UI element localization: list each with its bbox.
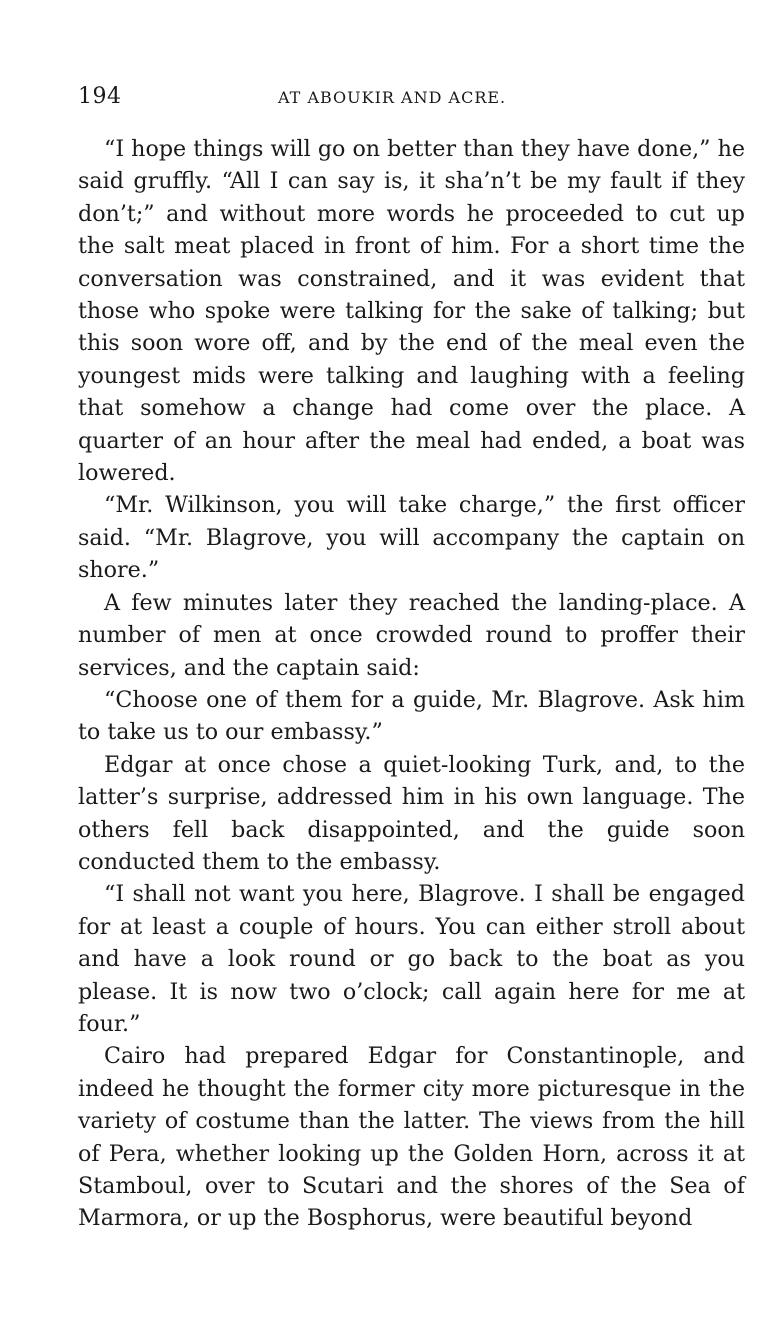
- running-head: AT ABOUKIR AND ACRE.: [278, 88, 507, 107]
- body-text: [78, 133, 745, 1235]
- paragraph: Edgar at once chose a quiet-looking Turk, and, to the latter’s surprise, addressed him in his own language. The others fell back disappointed, and the guide soon conducted them to the embassy.: [78, 751, 745, 875]
- paragraph: “Choose one of them for a guide, Mr. Blagrove. Ask him to take us to our embassy.”: [78, 686, 745, 746]
- paragraph: “Mr. Wilkinson, you will take charge,” the first officer said. “Mr. Blagrove, you will accompany the captain on shore.”: [78, 492, 745, 584]
- page-header: [78, 84, 745, 112]
- paragraph: Cairo had prepared Edgar for Constantinople, and indeed he thought the former city more picturesque in the variety of costume than the latter. The views from the hill of Pera, whether looking up the Golden Horn, across it at Stamboul, over to Scutari and the shores of the Sea of Marmora, or up the Bosphorus, were beautiful beyond: [78, 1043, 745, 1232]
- paragraph: “I shall not want you here, Blagrove. I shall be engaged for at least a couple of hours. You can either stroll about and have a look round or go back to the boat as you please. It is now two o’clock; call again here for me at four.”: [78, 881, 745, 1037]
- page-number: 194: [78, 84, 122, 109]
- paragraph: A few minutes later they reached the landing-place. A number of men at once crowded round to proffer their services, and the captain said:: [78, 589, 745, 681]
- paragraph: “I hope things will go on better than they have done,” he said gruffly. “All I can say is, it sha’n’t be my fault if they don’t;” and without more words he proceeded to cut up the salt meat placed in front of him. For a short time the conversation was constrained, and it was evident that those who spoke were talking for the sake of talking; but this soon wore off, and by the end of the meal even the youngest mids were talking and laughing with a feeling that somehow a change had come over the place. A quarter of an hour after the meal had ended, a boat was lowered.: [78, 136, 745, 487]
